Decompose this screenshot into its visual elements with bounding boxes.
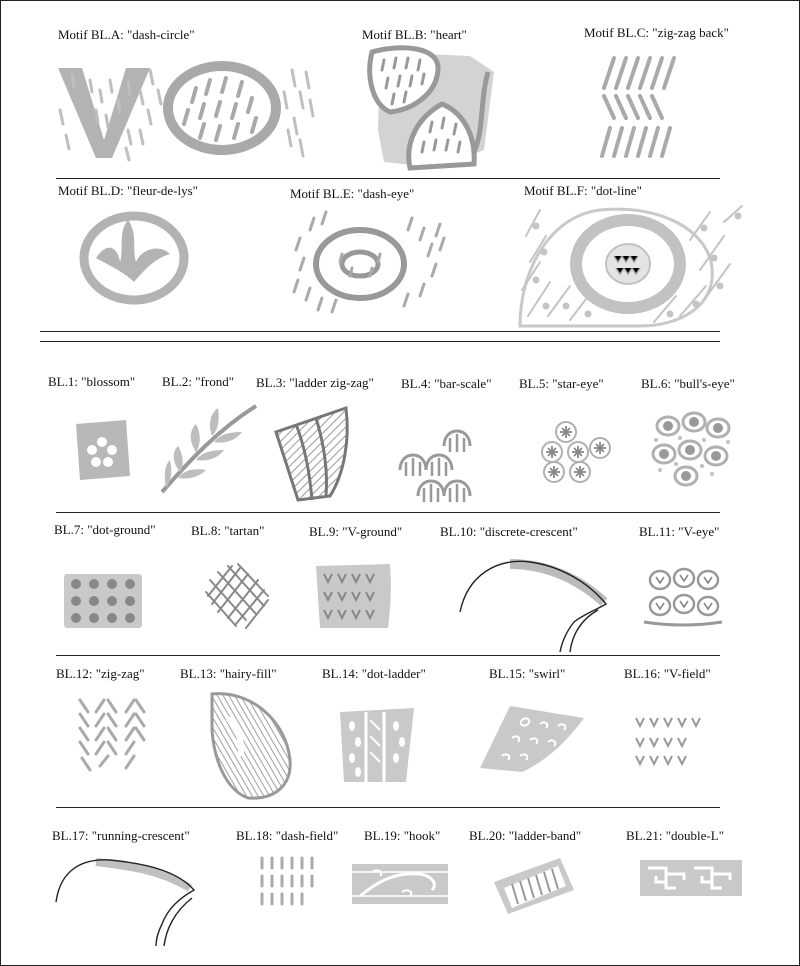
motif-bl-e-name: "dash-eye"	[357, 186, 415, 201]
bl-9-art	[316, 564, 391, 628]
bl-7-id: BL.7:	[54, 522, 84, 537]
bl-11-id: BL.11:	[639, 524, 675, 539]
motif-bl-f-art	[520, 206, 742, 326]
bl-6-name: "bull's-eye"	[674, 376, 735, 391]
motif-bl-b-name: "heart"	[430, 27, 467, 42]
bl-12-name: "zig-zag"	[95, 666, 145, 681]
bl-18-name: "dash-field"	[275, 828, 339, 843]
bl-3-id: BL.3:	[256, 375, 286, 390]
bl-16-id: BL.16:	[624, 666, 661, 681]
bl-1-id: BL.1:	[48, 374, 78, 389]
bl-10-name: "discrete-crescent"	[479, 524, 578, 539]
bl-6-id: BL.6:	[641, 376, 671, 391]
bl-18-id: BL.18:	[236, 828, 273, 843]
bl-1-art	[76, 420, 130, 480]
bl-8-art	[206, 564, 268, 628]
bl-7-name: "dot-ground"	[87, 522, 156, 537]
motif-bl-e-id: Motif BL.E:	[290, 186, 355, 201]
bl-2-art	[162, 406, 256, 492]
bl-20-art	[494, 858, 574, 914]
motif-bl-d-name: "fleur-de-lys"	[126, 183, 198, 198]
bl-4-art	[400, 431, 470, 502]
bl-19-id: BL.19:	[364, 828, 401, 843]
bl-8-name: "tartan"	[224, 523, 265, 538]
bl-14-name: "dot-ladder"	[361, 666, 426, 681]
bl-11-name: "V-eye"	[678, 524, 720, 539]
bl-9-name: "V-ground"	[342, 524, 403, 539]
bl-3-art	[276, 408, 347, 500]
motif-bl-d-id: Motif BL.D:	[58, 183, 124, 198]
bl-15-name: "swirl"	[528, 666, 566, 681]
bl-5-id: BL.5:	[519, 376, 549, 391]
motif-bl-a-id: Motif BL.A:	[58, 27, 124, 42]
bl-3-name: "ladder zig-zag"	[289, 375, 374, 390]
bl-20-name: "ladder-band"	[508, 828, 582, 843]
motif-bl-d-art	[84, 216, 184, 300]
motif-bl-a-art	[58, 66, 313, 160]
bl-13-id: BL.13:	[180, 666, 217, 681]
bl-18-art	[262, 858, 312, 904]
bl-4-name: "bar-scale"	[434, 376, 492, 391]
bl-19-art	[352, 864, 448, 904]
bl-6-art	[653, 413, 730, 485]
motif-bl-c-name: "zig-zag back"	[652, 25, 729, 40]
bl-20-id: BL.20:	[469, 828, 506, 843]
bl-15-art	[480, 706, 584, 772]
bl-12-art	[80, 700, 144, 770]
bl-15-id: BL.15:	[489, 666, 526, 681]
bl-13-art	[212, 694, 290, 799]
motif-bl-f-id: Motif BL.F:	[524, 183, 588, 198]
bl-12-id: BL.12:	[56, 666, 93, 681]
motif-bl-c-art	[602, 58, 674, 156]
motif-bl-b-art	[370, 48, 494, 168]
bl-8-id: BL.8:	[191, 523, 221, 538]
bl-2-id: BL.2:	[162, 374, 192, 389]
bl-10-art	[460, 561, 606, 652]
bl-9-id: BL.9:	[309, 524, 339, 539]
bl-19-name: "hook"	[403, 828, 441, 843]
bl-14-art	[340, 708, 414, 782]
bl-21-name: "double-L"	[665, 828, 724, 843]
bl-13-name: "hairy-fill"	[219, 666, 277, 681]
bl-11-art	[644, 569, 722, 625]
bl-7-art	[64, 574, 142, 628]
bl-14-id: BL.14:	[322, 666, 359, 681]
motif-bl-a-name: "dash-circle"	[126, 27, 195, 42]
bl-16-art	[636, 718, 700, 764]
bl-10-id: BL.10:	[440, 524, 477, 539]
motif-bl-e-art	[294, 212, 444, 312]
bl-4-id: BL.4:	[401, 376, 431, 391]
bl-5-art	[542, 422, 610, 482]
bl-17-id: BL.17:	[52, 828, 89, 843]
motif-bl-c-id: Motif BL.C:	[584, 25, 650, 40]
bl-16-name: "V-field"	[663, 666, 711, 681]
bl-5-name: "star-eye"	[552, 376, 604, 391]
motif-bl-f-name: "dot-line"	[590, 183, 642, 198]
bl-17-name: "running-crescent"	[91, 828, 190, 843]
motif-bl-b-id: Motif BL.B:	[362, 27, 428, 42]
bl-2-name: "frond"	[195, 374, 235, 389]
bl-21-art	[640, 860, 742, 896]
bl-1-name: "blossom"	[81, 374, 136, 389]
bl-21-id: BL.21:	[626, 828, 663, 843]
bl-17-art	[56, 860, 194, 946]
